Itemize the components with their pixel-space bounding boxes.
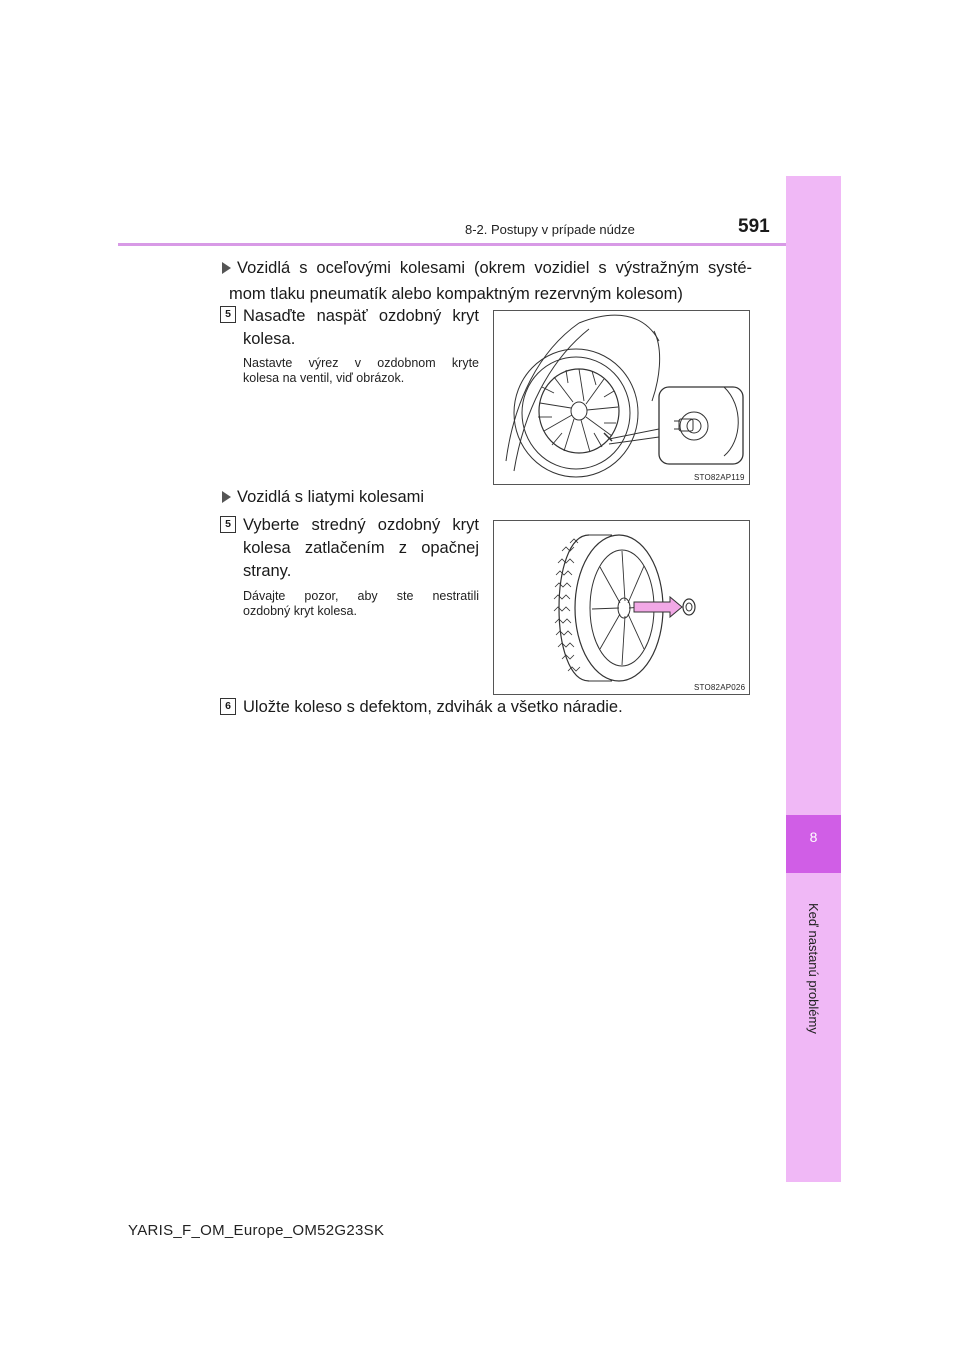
chapter-number: 8: [809, 829, 818, 845]
alloy-wheel-illustration: [494, 521, 749, 694]
condition-line-1: Vozidlá s oceľovými kolesami (okrem vozidiel s výstražným systé-: [237, 259, 752, 277]
figure-remove-center-cap: [493, 520, 750, 695]
step-b-note: [243, 589, 479, 619]
figure-code: STO82AP119: [694, 473, 745, 482]
step-b-line-1: Vyberte stredný ozdobný kryt: [243, 516, 479, 534]
figure-wheel-cover-valve: [493, 310, 750, 485]
step-b-text: [243, 514, 479, 583]
header-section-title: 8-2. Postupy v prípade núdze: [465, 222, 635, 237]
chapter-title: Keď nastanú problémy: [806, 902, 821, 1034]
push-arrow-icon: [634, 597, 682, 617]
step-a-note-line-1: Nastavte výrez v ozdobnom kryte: [243, 356, 479, 370]
wheel-cover-illustration: [494, 311, 749, 484]
step-c-text: Uložte koleso s defektom, zdvihák a všetko náradie.: [243, 698, 623, 716]
step-a-line-2: kolesa.: [243, 330, 296, 348]
step-number-box: 6: [220, 698, 236, 715]
step-number-box: 5: [220, 306, 236, 323]
page-number: 591: [738, 216, 770, 237]
step-a-note: [243, 356, 479, 386]
condition-steel-wheels: [222, 255, 752, 307]
triangle-bullet-icon: [222, 491, 231, 503]
step-b-line-2: kolesa zatlačením z opačnej: [243, 539, 479, 557]
figure-code: STO82AP026: [694, 683, 746, 692]
condition-2-text: Vozidlá s liatymi kolesami: [237, 488, 425, 506]
step-number-box: 5: [220, 516, 236, 533]
triangle-bullet-icon: [222, 262, 231, 274]
step-a-note-line-2: kolesa na ventil, viď obrázok.: [243, 371, 405, 385]
condition-line-2: mom tlaku pneumatík alebo kompaktným rezervným kolesom): [229, 285, 683, 303]
step-a-line-1: Nasaďte naspäť ozdobný kryt: [243, 307, 479, 325]
header-rule: [118, 243, 840, 246]
step-b-note-line-2: ozdobný kryt kolesa.: [243, 604, 357, 618]
step-b-line-3: strany.: [243, 562, 292, 580]
document-id: YARIS_F_OM_Europe_OM52G23SK: [128, 1222, 385, 1239]
condition-alloy-wheels: [222, 484, 424, 510]
step-b-note-line-1: Dávajte pozor, aby ste nestratili: [243, 589, 479, 603]
step-a-text: [243, 305, 479, 351]
